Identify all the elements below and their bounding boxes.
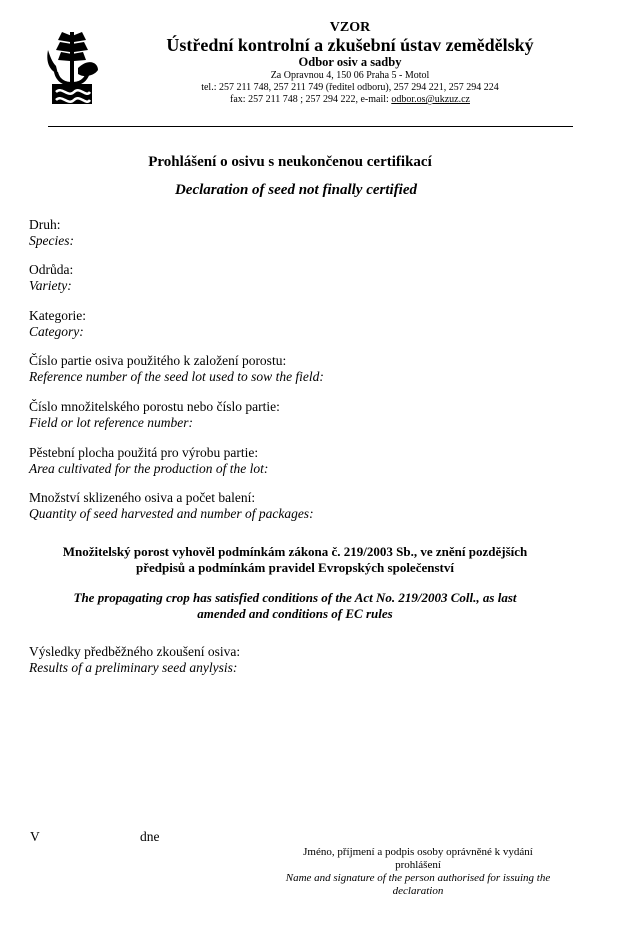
field-label-cz: Odrůda: xyxy=(29,262,74,277)
email-link[interactable]: odbor.os@ukzuz.cz xyxy=(391,94,470,105)
field-label-cz: Druh: xyxy=(29,217,61,232)
field-label-en: Field or lot reference number: xyxy=(29,415,193,430)
field-lot-reference xyxy=(29,399,280,431)
ukzuz-logo xyxy=(44,30,100,106)
field-label-cz: Výsledky předběžného zkoušení osiva: xyxy=(29,644,241,659)
template-label: VZOR xyxy=(329,20,371,35)
field-variety xyxy=(29,262,73,294)
statement-english xyxy=(28,590,562,622)
date-label: dne xyxy=(140,829,160,844)
telephone: tel.: 257 211 748, 257 211 749 (ředitel odboru), 257 294 221, 257 294 224 xyxy=(201,82,499,93)
statement-czech-line: Množitelský porost vyhověl podmínkám zákona č. 219/2003 Sb., ve znění pozdějších xyxy=(62,544,528,559)
field-label-cz: Pěstební plocha použitá pro výrobu partie: xyxy=(29,445,259,460)
signature-block xyxy=(272,846,564,898)
fax: fax: 257 211 748 ; 257 294 222, e-mail: xyxy=(230,94,392,105)
field-label-cz: Množství sklizeného osiva a počet balení: xyxy=(29,490,256,505)
field-category xyxy=(29,308,86,340)
field-label-cz: Kategorie: xyxy=(29,308,86,323)
field-preliminary-results xyxy=(29,644,240,676)
field-label-en: Variety: xyxy=(29,278,72,293)
statement-czech xyxy=(28,544,562,576)
address: Za Opravnou 4, 150 06 Praha 5 - Motol xyxy=(270,70,430,81)
fax-email xyxy=(100,94,600,106)
signature-label-en: declaration xyxy=(392,885,444,897)
letterhead xyxy=(100,20,600,106)
field-label-en: Results of a preliminary seed anylysis: xyxy=(29,660,238,675)
field-reference-seed-lot xyxy=(29,353,324,385)
field-label-en: Quantity of seed harvested and number of packages: xyxy=(29,506,314,521)
title-czech: Prohlášení o osivu s neukončenou certifikací xyxy=(148,154,432,170)
title-english: Declaration of seed not finally certified xyxy=(174,182,418,198)
field-cultivated-area xyxy=(29,445,268,477)
field-label-en: Area cultivated for the production of the lot: xyxy=(29,461,269,476)
field-label-en: Species: xyxy=(29,233,74,248)
field-species xyxy=(29,217,74,249)
signature-label-en: Name and signature of the person authorised for issuing the xyxy=(285,872,551,884)
signature-label-cz: Jméno, příjmení a podpis osoby oprávněné k vydání xyxy=(303,846,533,858)
field-label-cz: Číslo množitelského porostu nebo číslo partie: xyxy=(29,399,280,414)
institution-name: Ústřední kontrolní a zkušební ústav zemědělský xyxy=(166,35,534,55)
signature-label-cz: prohlášení xyxy=(395,859,441,871)
department-name: Odbor osiv a sadby xyxy=(298,55,402,69)
statement-czech-line: předpisů a podmínkám pravidel Evropských společenství xyxy=(136,560,454,575)
place-label: V xyxy=(30,829,40,844)
field-quantity-harvested xyxy=(29,490,314,522)
statement-english-line: amended and conditions of EC rules xyxy=(197,606,393,621)
field-label-en: Category: xyxy=(29,324,84,339)
field-label-en: Reference number of the seed lot used to sow the field: xyxy=(29,369,324,384)
statement-english-line: The propagating crop has satisfied conditions of the Act No. 219/2003 Coll., as last xyxy=(73,590,517,605)
field-label-cz: Číslo partie osiva použitého k založení porostu: xyxy=(29,353,287,368)
header-divider xyxy=(48,126,573,127)
